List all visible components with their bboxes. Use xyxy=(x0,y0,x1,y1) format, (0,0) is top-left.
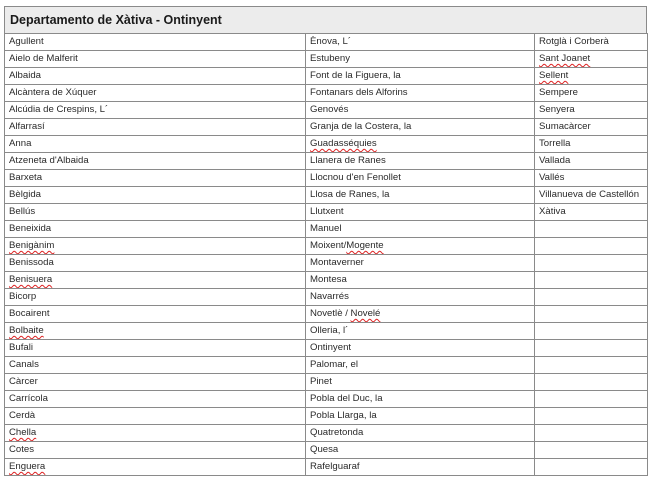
table-cell: Genovés xyxy=(306,102,535,119)
table-cell xyxy=(535,340,648,357)
table-cell: Bèlgida xyxy=(5,187,306,204)
table-cell: Villanueva de Castellón xyxy=(535,187,648,204)
spellcheck-word: Enguera xyxy=(9,461,46,472)
table-cell: Senyera xyxy=(535,102,648,119)
table-cell: Barxeta xyxy=(5,170,306,187)
table-cell: Llosa de Ranes, la xyxy=(306,187,535,204)
table-row xyxy=(5,306,648,323)
spellcheck-word: Benigànim xyxy=(9,240,55,251)
table-cell: Atzeneta d'Albaida xyxy=(5,153,306,170)
spellcheck-word: Sellent xyxy=(539,70,569,81)
table-cell: Granja de la Costera, la xyxy=(306,119,535,136)
table-cell: Fontanars dels Alforins xyxy=(306,85,535,102)
table-cell xyxy=(535,459,648,476)
title-bar xyxy=(4,6,647,33)
table-cell xyxy=(535,374,648,391)
table-cell: Novetlè / Novelé xyxy=(306,306,535,323)
table-cell xyxy=(5,272,306,289)
table-cell: Canals xyxy=(5,357,306,374)
table-cell: Xàtiva xyxy=(535,204,648,221)
spellcheck-word: Guadasséquies xyxy=(310,138,377,149)
municipality-table xyxy=(4,33,648,476)
table-cell: Rafelguaraf xyxy=(306,459,535,476)
table-cell: Quesa xyxy=(306,442,535,459)
spellcheck-word: Sant Joanet xyxy=(539,53,591,64)
table-cell: Estubeny xyxy=(306,51,535,68)
spellcheck-word: Chella xyxy=(9,427,37,438)
table-cell xyxy=(5,238,306,255)
table-cell: Albaida xyxy=(5,68,306,85)
table-cell: Vallés xyxy=(535,170,648,187)
spellcheck-word: Bolbaite xyxy=(9,325,44,336)
table-cell: Montesa xyxy=(306,272,535,289)
table-cell xyxy=(535,255,648,272)
table-cell: Cerdà xyxy=(5,408,306,425)
table-cell: Font de la Figuera, la xyxy=(306,68,535,85)
table-cell xyxy=(535,306,648,323)
table-cell: Benissoda xyxy=(5,255,306,272)
table-cell xyxy=(535,323,648,340)
table-cell: Rotglà i Corberà xyxy=(535,34,648,51)
table-cell xyxy=(535,357,648,374)
table-cell: Moixent/Mogente xyxy=(306,238,535,255)
table-cell: Manuel xyxy=(306,221,535,238)
table-row xyxy=(5,221,648,238)
table-cell xyxy=(5,425,306,442)
table-row xyxy=(5,153,648,170)
table-row xyxy=(5,187,648,204)
spellcheck-word: Mogente xyxy=(346,240,384,251)
page-title: Departamento de Xàtiva - Ontinyent xyxy=(10,13,222,27)
table-row xyxy=(5,102,648,119)
table-row xyxy=(5,340,648,357)
table-row xyxy=(5,459,648,476)
table-row xyxy=(5,357,648,374)
table-row xyxy=(5,408,648,425)
table-row xyxy=(5,119,648,136)
table-cell: Ènova, L´ xyxy=(306,34,535,51)
table-cell xyxy=(535,238,648,255)
spellcheck-word: Novelé xyxy=(350,308,381,319)
table-cell: Pinet xyxy=(306,374,535,391)
table-row xyxy=(5,272,648,289)
spellcheck-word: Benisuera xyxy=(9,274,53,285)
table-cell: Navarrés xyxy=(306,289,535,306)
table-row xyxy=(5,204,648,221)
table-cell xyxy=(535,289,648,306)
table-cell: Bocairent xyxy=(5,306,306,323)
table-row xyxy=(5,374,648,391)
table-cell: Palomar, el xyxy=(306,357,535,374)
table-cell: Pobla del Duc, la xyxy=(306,391,535,408)
table-cell: Bicorp xyxy=(5,289,306,306)
table-cell: Carrícola xyxy=(5,391,306,408)
table-cell: Torrella xyxy=(535,136,648,153)
table-cell xyxy=(306,136,535,153)
table-cell: Sempere xyxy=(535,85,648,102)
table-cell xyxy=(535,408,648,425)
table-cell: Llanera de Ranes xyxy=(306,153,535,170)
table-cell: Ontinyent xyxy=(306,340,535,357)
table-row xyxy=(5,255,648,272)
municipality-sheet xyxy=(4,6,647,476)
table-cell xyxy=(5,323,306,340)
table-cell: Montaverner xyxy=(306,255,535,272)
table-cell: Bellús xyxy=(5,204,306,221)
table-cell: Pobla Llarga, la xyxy=(306,408,535,425)
table-cell xyxy=(5,459,306,476)
table-cell: Sumacàrcer xyxy=(535,119,648,136)
table-row xyxy=(5,323,648,340)
table-cell: Agullent xyxy=(5,34,306,51)
table-cell: Vallada xyxy=(535,153,648,170)
table-row xyxy=(5,68,648,85)
table-cell xyxy=(535,221,648,238)
table-row xyxy=(5,170,648,187)
table-cell xyxy=(535,68,648,85)
table-row xyxy=(5,238,648,255)
table-cell: Alfarrasí xyxy=(5,119,306,136)
table-cell: Cotes xyxy=(5,442,306,459)
table-cell: Olleria, l´ xyxy=(306,323,535,340)
table-row xyxy=(5,136,648,153)
table-cell: Quatretonda xyxy=(306,425,535,442)
table-cell: Càrcer xyxy=(5,374,306,391)
table-cell: Beneixida xyxy=(5,221,306,238)
table-row xyxy=(5,391,648,408)
table-cell: Llutxent xyxy=(306,204,535,221)
table-cell: Aielo de Malferit xyxy=(5,51,306,68)
table-cell xyxy=(535,272,648,289)
table-cell: Bufali xyxy=(5,340,306,357)
table-row xyxy=(5,289,648,306)
table-row xyxy=(5,85,648,102)
table-row xyxy=(5,442,648,459)
table-cell xyxy=(535,51,648,68)
table-row xyxy=(5,34,648,51)
table-cell xyxy=(535,425,648,442)
table-cell: Llocnou d'en Fenollet xyxy=(306,170,535,187)
table-cell xyxy=(535,391,648,408)
table-row xyxy=(5,51,648,68)
table-cell: Alcúdia de Crespins, L´ xyxy=(5,102,306,119)
table-cell xyxy=(535,442,648,459)
table-row xyxy=(5,425,648,442)
table-cell: Anna xyxy=(5,136,306,153)
table-cell: Alcàntera de Xúquer xyxy=(5,85,306,102)
